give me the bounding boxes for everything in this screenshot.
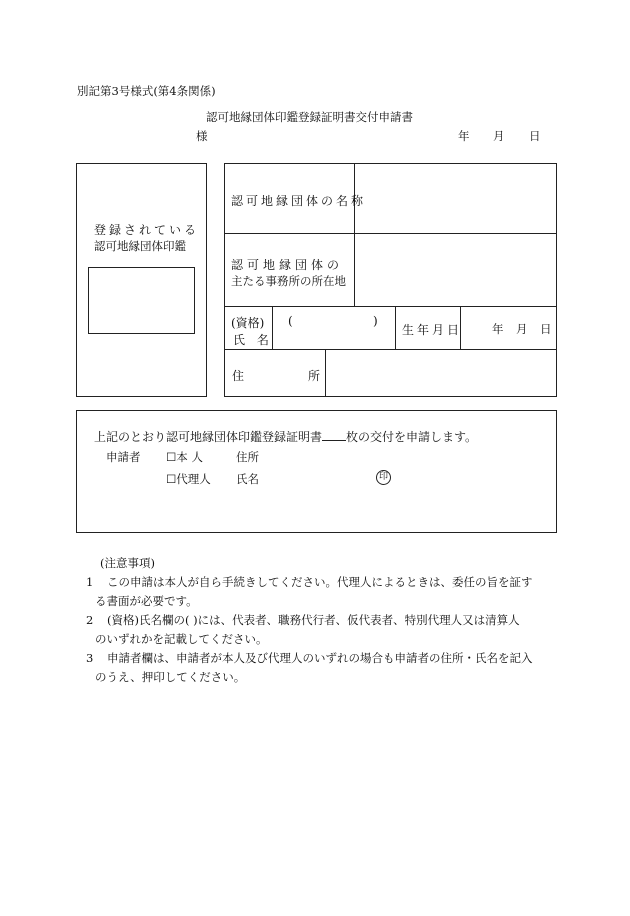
residence-label-b: 所 — [308, 369, 321, 383]
note-3-line2: のうえ、押印してください。 — [95, 670, 246, 684]
group-name-field[interactable] — [356, 166, 554, 230]
note-2-number: 2 — [86, 613, 94, 627]
note-2-line1: (資格)氏名欄の( )には、代表者、職務代行者、仮代表者、特別代理人又は清算人 — [107, 613, 520, 627]
registered-seal-label-line1: 登録されている — [94, 223, 200, 237]
application-sentence-before: 上記のとおり認可地縁団体印鑑登録証明書 — [94, 430, 323, 444]
birth-month-label: 月 — [516, 322, 528, 336]
person-name-label: 氏 名 — [233, 333, 273, 347]
note-3-number: 3 — [86, 651, 94, 665]
table-divider — [224, 306, 557, 307]
birth-day-label: 日 — [540, 322, 552, 336]
date-month-label: 月 — [493, 129, 505, 143]
table-divider — [325, 349, 326, 397]
person-name-field[interactable] — [274, 308, 393, 347]
note-1-line1: この申請は本人が自ら手続きしてください。代理人によるときは、委任の旨を証す — [107, 575, 533, 589]
addressee-suffix: 様 — [196, 129, 208, 143]
application-sentence-after: 枚の交付を申請します。 — [346, 430, 478, 444]
qualification-paren-close: ) — [373, 314, 378, 328]
table-divider — [224, 233, 557, 234]
page-title: 認可地縁団体印鑑登録証明書交付申請書 — [206, 110, 413, 124]
registered-seal-label-line2: 認可地縁団体印鑑 — [94, 239, 186, 253]
table-divider — [395, 306, 396, 349]
seal-mark: 印 — [376, 470, 391, 485]
qualification-label: (資格) — [231, 316, 265, 330]
table-divider — [224, 349, 557, 350]
qualification-paren-open: ( — [288, 314, 293, 328]
residence-label-a: 住 — [232, 369, 245, 383]
office-address-label-line2: 主たる事務所の所在地 — [231, 274, 346, 288]
residence-field[interactable] — [327, 351, 554, 395]
agent-checkbox[interactable]: ☐代理人 — [166, 472, 211, 486]
seal-impression-area[interactable] — [88, 267, 195, 334]
office-address-field[interactable] — [356, 236, 554, 304]
date-day-label: 日 — [529, 129, 541, 143]
note-3-line1: 申請者欄は、申請者が本人及び代理人のいずれの場合も申請者の住所・氏名を記入 — [107, 651, 533, 665]
note-2-line2: のいずれかを記載してください。 — [95, 632, 268, 646]
application-sentence — [94, 428, 477, 445]
office-address-label-line1: 認可地縁団体の — [231, 258, 344, 272]
notes-heading: (注意事項) — [100, 556, 155, 570]
applicant-label: 申請者 — [106, 450, 141, 464]
birth-date-label: 生年月日 — [402, 323, 463, 337]
self-checkbox[interactable]: ☐本 人 — [166, 450, 203, 464]
note-1-number: 1 — [86, 575, 94, 589]
birth-year-label: 年 — [492, 322, 504, 336]
note-1-line2: る書面が必要です。 — [95, 594, 198, 608]
form-reference: 別記第3号様式(第4条関係) — [77, 84, 216, 98]
applicant-name-label: 氏名 — [236, 472, 259, 486]
copies-count-field[interactable] — [322, 429, 346, 441]
table-divider — [354, 163, 355, 306]
date-year-label: 年 — [458, 129, 470, 143]
group-name-label: 認可地縁団体の名称 — [231, 194, 367, 208]
applicant-address-label: 住所 — [236, 450, 259, 464]
